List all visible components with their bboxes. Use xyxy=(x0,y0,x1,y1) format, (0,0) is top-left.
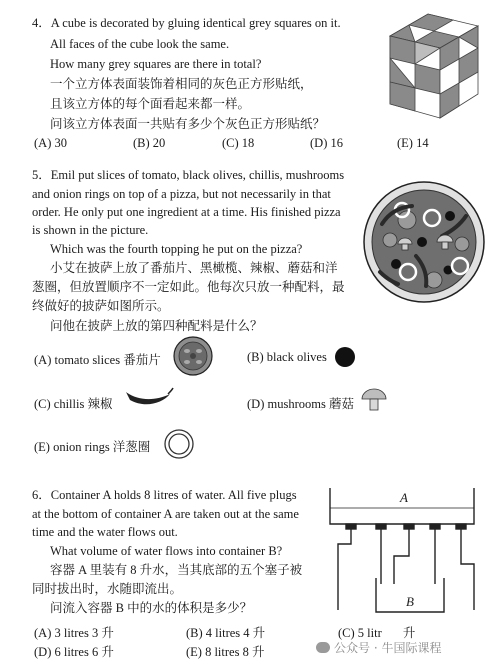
q6-text-en-3: time and the water flows out. xyxy=(32,525,178,539)
q5-option-a[interactable]: (A) tomato slices 番茄片 xyxy=(34,353,161,367)
q4-option-d[interactable]: (D) 16 xyxy=(310,136,343,150)
q4-number: 4． xyxy=(32,16,51,30)
q4-text-en-1: 4．A cube is decorated by gluing identical grey squares on it. xyxy=(32,16,341,30)
mushroom-icon xyxy=(360,386,388,414)
q6-text-zh-1: 容器 A 里装有 8 升水，当其底部的五个塞子被 xyxy=(50,563,303,577)
q5-text-en-4: is shown in the picture. xyxy=(32,223,149,237)
q4-text-zh-2: 且该立方体的每个面看起来都一样。 xyxy=(50,97,251,111)
q4-option-b[interactable]: (B) 20 xyxy=(133,136,166,150)
q5-option-d[interactable]: (D) mushrooms 蘑菇 xyxy=(247,397,354,411)
q4-text-en-2: All faces of the cube look the same. xyxy=(50,37,230,51)
q4-text-zh-1: 一个立方体表面装饰着相同的灰色正方形贴纸， xyxy=(50,77,313,91)
q5-text-en-2: and onion rings on top of a pizza, but not necessarily in that xyxy=(32,187,331,201)
q5-number: 5． xyxy=(32,168,51,182)
q4-text-en-3: How many grey squares are there in total? xyxy=(50,57,262,71)
container-a-label: A xyxy=(400,490,408,505)
q5-text-zh-1: 小艾在披萨上放了番茄片、黑橄榄、辣椒、蘑菇和洋 xyxy=(50,261,338,275)
q6-option-b[interactable]: (B) 4 litres 4 升 xyxy=(186,626,266,640)
q5-text-zh-4: 问他在披萨上放的第四种配料是什么？ xyxy=(50,319,263,333)
q5-option-b[interactable]: (B) black olives xyxy=(247,350,327,364)
wechat-icon xyxy=(316,642,330,653)
q6-text-en-4: What volume of water flows into container B? xyxy=(50,544,283,558)
watermark: 公众号 · 牛国际课程 xyxy=(316,639,441,656)
q6-text-zh-3: 问流入容器 B 中的水的体积是多少？ xyxy=(50,601,253,615)
q5-text-zh-2: 葱圈，但放置顺序不一定如此。他每次只放一种配料，最 xyxy=(32,280,345,294)
q4-option-e[interactable]: (E) 14 xyxy=(397,136,429,150)
chilli-icon xyxy=(124,386,174,410)
q5-text-en-1: 5．Emil put slices of tomato, black olives, chillis, mushrooms xyxy=(32,168,345,182)
q5-text-en-5: Which was the fourth topping he put on the pizza? xyxy=(50,242,303,256)
q6-text-en-1: 6．Container A holds 8 litres of water. All five plugs xyxy=(32,488,297,502)
q4-option-c[interactable]: (C) 18 xyxy=(222,136,255,150)
q6-text-zh-2: 同时拔出时，水随即流出。 xyxy=(32,582,183,596)
containers-figure xyxy=(324,486,480,614)
q6-text-en-2: at the bottom of container A are taken out at the same xyxy=(32,507,299,521)
q6-option-a[interactable]: (A) 3 litres 3 升 xyxy=(34,626,114,640)
q6-option-d[interactable]: (D) 6 litres 6 升 xyxy=(34,645,114,659)
black-olive-icon xyxy=(334,346,356,368)
pizza-figure xyxy=(362,180,486,304)
q5-text-zh-3: 终做好的披萨如图所示。 xyxy=(32,299,170,313)
q5-text-en-3: order. He only put one ingredient at a time. His finished pizza xyxy=(32,205,341,219)
q5-option-c[interactable]: (C) chillis 辣椒 xyxy=(34,397,113,411)
q6-number: 6． xyxy=(32,488,51,502)
q4-option-a[interactable]: (A) 30 xyxy=(34,136,67,150)
q6-option-e[interactable]: (E) 8 litres 8 升 xyxy=(186,645,265,659)
q4-text-zh-3: 问该立方体表面一共贴有多少个灰色正方形贴纸？ xyxy=(50,117,326,131)
decorated-cube-figure xyxy=(385,6,483,124)
onion-ring-icon xyxy=(163,428,195,460)
q6-option-c[interactable]: (C) 5 litr 升 xyxy=(338,626,416,640)
q5-option-e[interactable]: (E) onion rings 洋葱圈 xyxy=(34,440,151,454)
container-b-label: B xyxy=(406,594,414,609)
tomato-slice-icon xyxy=(172,335,214,377)
